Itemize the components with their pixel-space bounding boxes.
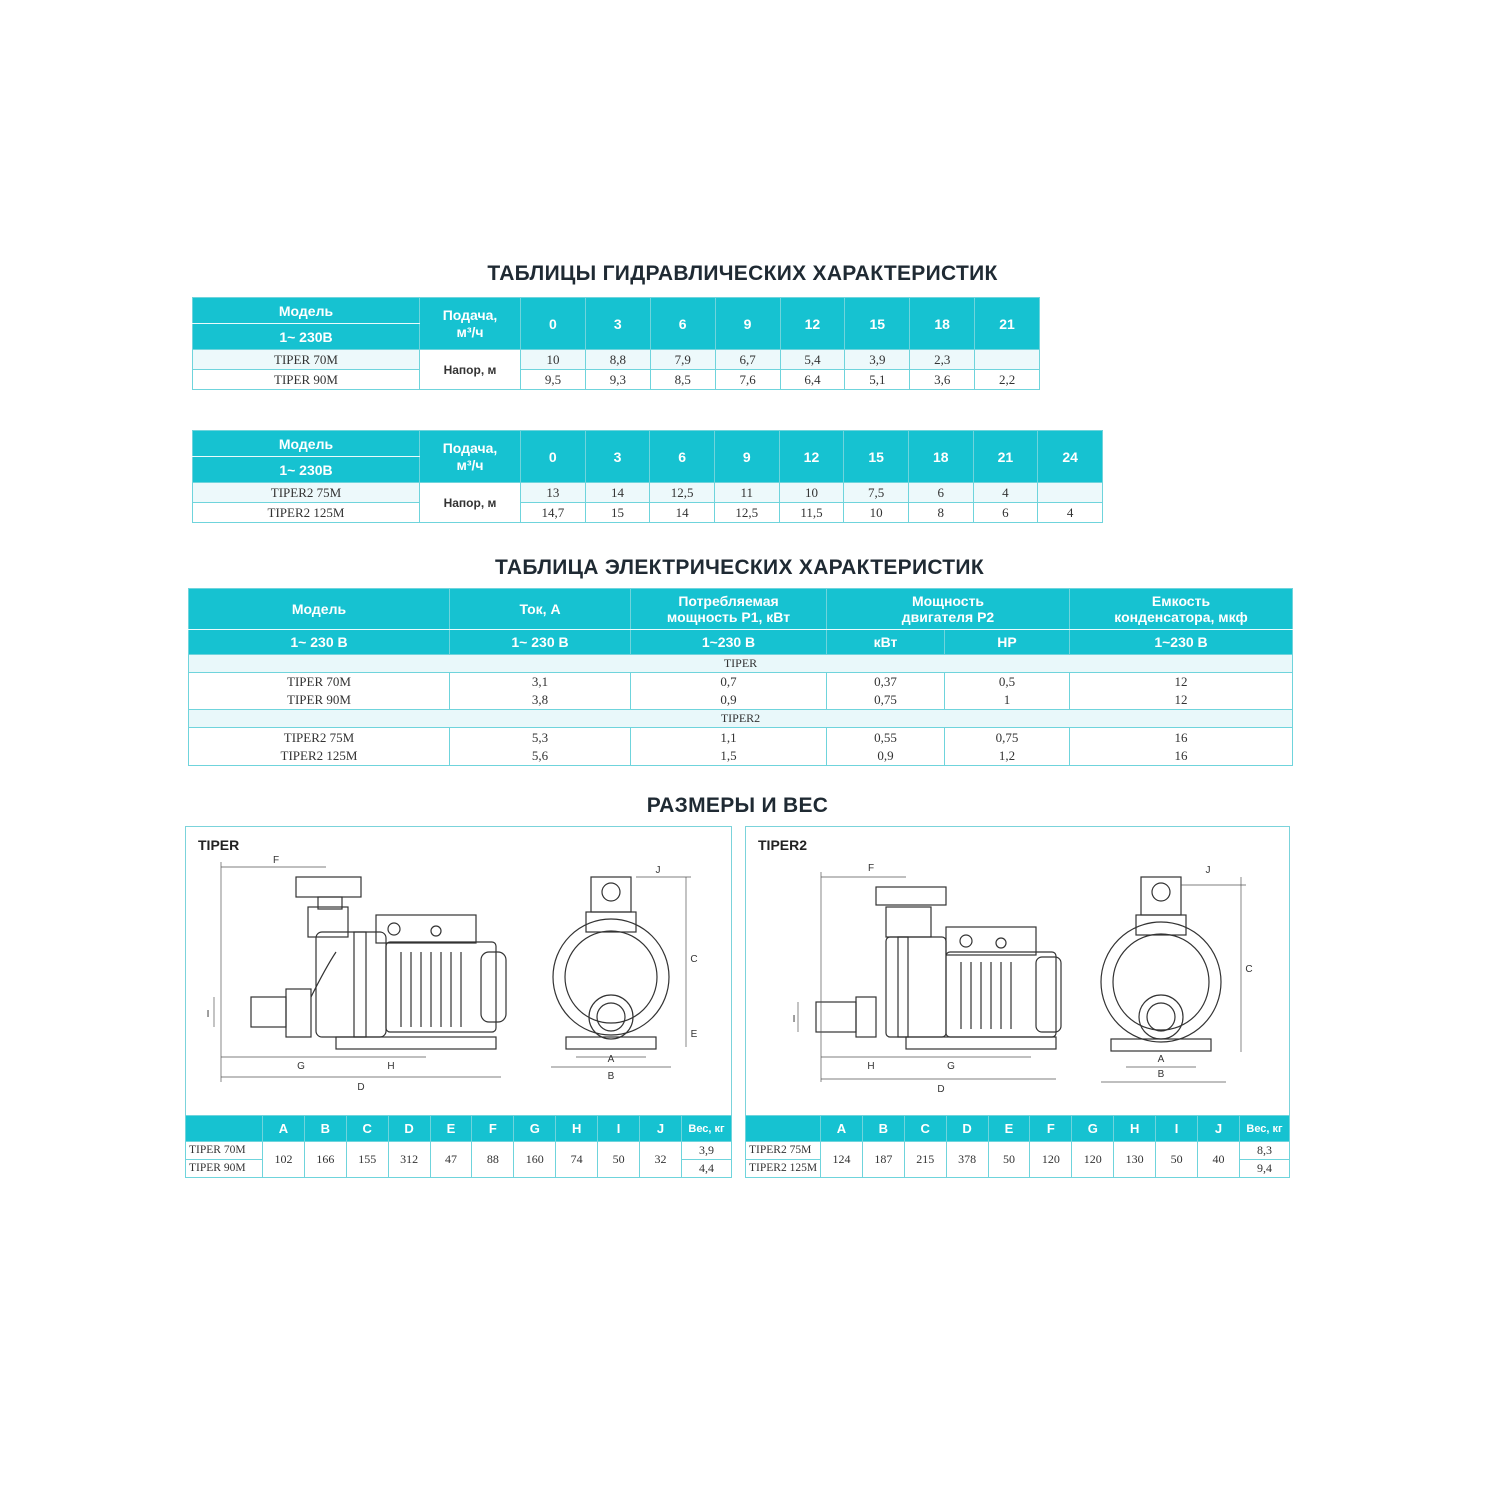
head-label: Напор, м	[420, 350, 521, 390]
capacitor-value: 16	[1174, 729, 1188, 745]
head-value: 9,3	[585, 370, 650, 390]
hydraulic-table-tiper2	[192, 430, 1103, 523]
hydraulic-title: ТАБЛИЦЫ ГИДРАВЛИЧЕСКИХ ХАРАКТЕРИСТИК	[487, 262, 998, 285]
dim-header: A	[263, 1116, 305, 1142]
model-header: Модель	[193, 431, 420, 457]
panel-title: TIPER2	[758, 837, 808, 853]
current-cell	[450, 728, 631, 766]
electrical-table	[188, 588, 1293, 766]
current-header: Ток, А	[450, 589, 631, 630]
head-value: 14,7	[521, 503, 586, 523]
head-value: 14	[650, 503, 715, 523]
flow-value: 6	[650, 298, 715, 350]
head-value: 8,5	[650, 370, 715, 390]
dim-label-f: F	[272, 855, 280, 866]
dim-value: 102	[263, 1142, 305, 1178]
dim-value: 50	[598, 1142, 640, 1178]
model-name: TIPER2 125M	[193, 503, 420, 523]
hp-cell	[945, 673, 1070, 710]
current-value: 5,3	[531, 729, 549, 745]
hp-subheader: HP	[945, 630, 1070, 655]
head-value: 10	[844, 503, 909, 523]
capacitor-value: 16	[1174, 747, 1188, 763]
weight-value: 8,3	[1240, 1142, 1290, 1160]
flow-value: 3	[585, 298, 650, 350]
flow-value: 15	[845, 298, 910, 350]
tiper-side-drawing	[206, 855, 526, 1107]
flow-value: 18	[910, 298, 975, 350]
p1-cell	[631, 728, 827, 766]
dim-label-j: J	[655, 865, 661, 876]
model-header: Модель	[189, 589, 450, 630]
p1-value: 1,1	[720, 729, 737, 745]
model-cell	[189, 728, 450, 766]
tiper2-front-drawing	[1096, 857, 1276, 1107]
model-name: TIPER 70M	[186, 1142, 263, 1160]
flow-value: 3	[585, 431, 650, 483]
kw-value: 0,55	[874, 729, 897, 745]
head-value: 3,9	[845, 350, 910, 370]
dim-label-h: H	[387, 1061, 395, 1072]
capacitor-value: 12	[1174, 692, 1188, 707]
flow-value: 6	[650, 431, 715, 483]
capacitor-value: 12	[1174, 674, 1188, 689]
dim-label-i: I	[206, 1009, 210, 1020]
dimensions-table-tiper2	[745, 1115, 1290, 1178]
current-value: 5,6	[531, 747, 549, 763]
group-label: TIPER	[189, 655, 1293, 673]
capacitor-header: Емкость конденсатора, мкф	[1070, 589, 1293, 630]
dim-header: G	[514, 1116, 556, 1142]
dim-value: 155	[346, 1142, 388, 1178]
dim-value: 74	[556, 1142, 598, 1178]
dim-header: E	[430, 1116, 472, 1142]
dim-label-a: A	[607, 1054, 615, 1065]
dim-header: D	[946, 1116, 988, 1142]
capacitor-cell	[1070, 673, 1293, 710]
dim-header: J	[1198, 1116, 1240, 1142]
model-name: TIPER2 125M	[280, 747, 358, 763]
dim-label-g: G	[297, 1061, 305, 1072]
head-value: 5,1	[845, 370, 910, 390]
model-header: Модель	[193, 298, 420, 324]
head-value: 12,5	[650, 483, 715, 503]
tiper2-side-drawing	[786, 857, 1086, 1107]
flow-value: 0	[521, 431, 586, 483]
dim-label-d: D	[357, 1082, 365, 1093]
head-value: 4	[973, 483, 1038, 503]
model-name: TIPER2 75M	[746, 1142, 821, 1160]
dim-label-i: I	[792, 1014, 796, 1025]
flow-value: 12	[779, 431, 844, 483]
dim-value: 32	[640, 1142, 682, 1178]
voltage-header: 1~ 230В	[193, 324, 420, 350]
kw-value: 0,75	[874, 692, 897, 707]
flow-value: 15	[844, 431, 909, 483]
dim-value: 40	[1198, 1142, 1240, 1178]
dim-header: F	[472, 1116, 514, 1142]
dimensions-title: РАЗМЕРЫ И ВЕС	[646, 794, 829, 817]
flow-value: 24	[1038, 431, 1103, 483]
head-value: 2,2	[975, 370, 1040, 390]
head-value: 2,3	[910, 350, 975, 370]
flow-value: 9	[714, 431, 779, 483]
dim-label-d: D	[937, 1084, 945, 1095]
head-value: 7,9	[650, 350, 715, 370]
head-value: 13	[521, 483, 586, 503]
electrical-title: ТАБЛИЦА ЭЛЕКТРИЧЕСКИХ ХАРАКТЕРИСТИК	[495, 556, 984, 579]
hydraulic-table-tiper	[192, 297, 1040, 390]
dim-label-j: J	[1205, 865, 1211, 876]
flow-value: 0	[521, 298, 586, 350]
head-value: 10	[521, 350, 586, 370]
dim-label-c: C	[690, 954, 698, 965]
p2-header: Мощность двигателя P2	[827, 589, 1070, 630]
weight-header: Вес, кг	[1240, 1116, 1290, 1142]
flow-header: Подача, м³/ч	[420, 298, 521, 350]
dim-value: 47	[430, 1142, 472, 1178]
current-cell	[450, 673, 631, 710]
dim-value: 312	[388, 1142, 430, 1178]
head-value: 6,7	[715, 350, 780, 370]
dim-header: D	[388, 1116, 430, 1142]
group-label: TIPER2	[189, 710, 1293, 728]
weight-value: 9,4	[1240, 1160, 1290, 1178]
model-name: TIPER 70M	[287, 674, 351, 689]
head-value: 11,5	[779, 503, 844, 523]
model-name: TIPER2 125M	[746, 1160, 821, 1178]
dim-value: 120	[1072, 1142, 1114, 1178]
weight-value: 3,9	[682, 1142, 732, 1160]
flow-header: Подача, м³/ч	[420, 431, 521, 483]
panel-title: TIPER	[198, 837, 240, 853]
hp-value: 0,5	[998, 674, 1016, 689]
weight-value: 4,4	[682, 1160, 732, 1178]
voltage-header: 1~ 230В	[193, 457, 420, 483]
p1-subheader: 1~230 В	[631, 630, 827, 655]
model-name: TIPER2 75M	[193, 483, 420, 503]
model-name: TIPER 90M	[193, 370, 420, 390]
dim-value: 50	[1156, 1142, 1198, 1178]
p1-cell	[631, 673, 827, 710]
hp-value: 1,2	[998, 747, 1016, 763]
current-value: 3,1	[531, 674, 549, 689]
tiper-front-drawing	[546, 857, 716, 1107]
dim-label-c: C	[1245, 964, 1253, 975]
head-value: 6	[908, 483, 973, 503]
dim-value: 215	[904, 1142, 946, 1178]
dim-value: 378	[946, 1142, 988, 1178]
head-value: 11	[714, 483, 779, 503]
dim-label-b: B	[1157, 1069, 1165, 1080]
dim-header: I	[598, 1116, 640, 1142]
dim-value: 124	[821, 1142, 863, 1178]
head-value: 5,4	[780, 350, 845, 370]
capacitor-subheader: 1~230 В	[1070, 630, 1293, 655]
flow-value: 21	[973, 431, 1038, 483]
dim-header: B	[862, 1116, 904, 1142]
dim-label-b: B	[607, 1071, 615, 1082]
capacitor-cell	[1070, 728, 1293, 766]
dim-value: 160	[514, 1142, 556, 1178]
dim-header: E	[988, 1116, 1030, 1142]
dim-label-f: F	[867, 863, 875, 874]
kw-subheader: кВт	[827, 630, 945, 655]
panel-tiper2	[745, 826, 1290, 1116]
p1-value: 0,9	[720, 692, 737, 707]
dim-header: A	[821, 1116, 863, 1142]
p1-value: 1,5	[720, 747, 737, 763]
head-value: 9,5	[521, 370, 586, 390]
head-value: 7,5	[844, 483, 909, 503]
hp-value: 1	[1003, 692, 1011, 707]
head-value: 8	[908, 503, 973, 523]
weight-header: Вес, кг	[682, 1116, 732, 1142]
panel-tiper	[185, 826, 732, 1116]
hp-cell	[945, 728, 1070, 766]
head-value: 7,6	[715, 370, 780, 390]
dim-header: B	[304, 1116, 346, 1142]
dim-header: C	[346, 1116, 388, 1142]
dim-value: 88	[472, 1142, 514, 1178]
current-value: 3,8	[531, 692, 549, 707]
hp-value: 0,75	[995, 729, 1019, 745]
dim-value: 130	[1114, 1142, 1156, 1178]
dim-header: H	[556, 1116, 598, 1142]
current-subheader: 1~ 230 В	[450, 630, 631, 655]
model-cell	[189, 673, 450, 710]
dim-value: 187	[862, 1142, 904, 1178]
head-label: Напор, м	[420, 483, 521, 523]
kw-cell	[827, 673, 945, 710]
dim-label-h: H	[867, 1061, 875, 1072]
corner-header	[746, 1116, 821, 1142]
head-value: 4	[1038, 503, 1103, 523]
dim-value: 120	[1030, 1142, 1072, 1178]
kw-cell	[827, 728, 945, 766]
model-name: TIPER2 75M	[283, 729, 355, 745]
flow-value: 18	[908, 431, 973, 483]
head-value: 12,5	[714, 503, 779, 523]
kw-value: 0,9	[877, 747, 894, 763]
head-value	[975, 350, 1040, 370]
corner-header	[186, 1116, 263, 1142]
head-value: 6,4	[780, 370, 845, 390]
dim-header: C	[904, 1116, 946, 1142]
dim-label-g: G	[947, 1061, 955, 1072]
dim-header: H	[1114, 1116, 1156, 1142]
dim-value: 166	[304, 1142, 346, 1178]
model-subheader: 1~ 230 В	[189, 630, 450, 655]
head-value: 14	[585, 483, 650, 503]
model-name: TIPER 90M	[287, 692, 351, 707]
dim-value: 50	[988, 1142, 1030, 1178]
kw-value: 0,37	[874, 674, 897, 689]
dim-label-a: A	[1157, 1054, 1165, 1065]
head-value: 15	[585, 503, 650, 523]
model-name: TIPER 90M	[186, 1160, 263, 1178]
dim-header: I	[1156, 1116, 1198, 1142]
head-value: 6	[973, 503, 1038, 523]
p1-value: 0,7	[720, 674, 737, 689]
flow-value: 12	[780, 298, 845, 350]
flow-value: 21	[975, 298, 1040, 350]
dim-label-e: E	[690, 1029, 698, 1040]
flow-value: 9	[715, 298, 780, 350]
head-value: 8,8	[585, 350, 650, 370]
dimensions-table-tiper	[185, 1115, 732, 1178]
model-name: TIPER 70M	[193, 350, 420, 370]
head-value	[1038, 483, 1103, 503]
p1-header: Потребляемая мощность P1, кВт	[631, 589, 827, 630]
head-value: 10	[779, 483, 844, 503]
dim-header: J	[640, 1116, 682, 1142]
head-value: 3,6	[910, 370, 975, 390]
dim-header: F	[1030, 1116, 1072, 1142]
dim-header: G	[1072, 1116, 1114, 1142]
